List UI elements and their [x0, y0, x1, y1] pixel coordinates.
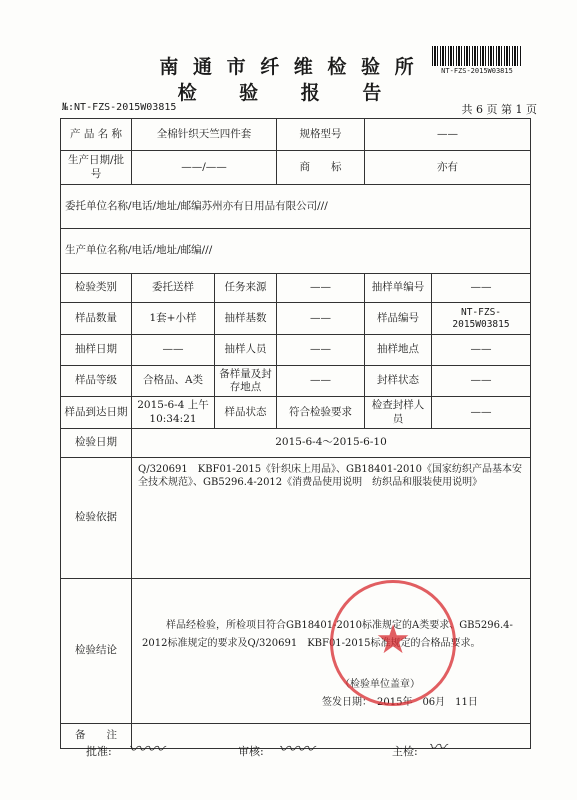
label-remarks: 备 注 — [61, 724, 132, 749]
label-test-type: 检验类别 — [61, 274, 132, 303]
value-seal-state: —— — [432, 366, 531, 397]
label-sample-state: 样品状态 — [215, 397, 277, 429]
label-grade: 样品等级 — [61, 366, 132, 397]
label-backup: 备样量及封存地点 — [215, 366, 277, 397]
value-spec: —— — [365, 119, 531, 151]
value-grade: 合格品、A类 — [132, 366, 215, 397]
tester-signature: 〰 — [428, 737, 446, 758]
value-product-name: 全棉针织天竺四件套 — [132, 119, 277, 151]
label-basis: 检验依据 — [61, 458, 132, 579]
official-stamp — [330, 580, 456, 706]
label-client: 委托单位名称/电话/地址/邮编 — [65, 199, 202, 212]
value-sampling-place: —— — [432, 335, 531, 366]
page-indicator: 共 6 页 第 1 页 — [461, 103, 537, 116]
label-sampling-no: 抽样单编号 — [365, 274, 432, 303]
stamp-star-icon: ★ — [375, 617, 411, 663]
value-checker: —— — [432, 397, 531, 429]
label-spec: 规格型号 — [277, 119, 365, 151]
label-sample-no: 样品编号 — [365, 303, 432, 335]
value-brand: 亦有 — [365, 151, 531, 185]
value-client: 苏州亦有日用品有限公司/// — [201, 199, 328, 212]
reviewer-signature: 〰〰 — [278, 739, 314, 760]
value-backup: —— — [277, 366, 365, 397]
value-sampling-date: —— — [132, 335, 215, 366]
approver-label: 批准: — [86, 745, 112, 758]
barcode-text: NT-FZS-2015W03815 — [441, 67, 513, 75]
label-arrival-date: 样品到达日期 — [61, 397, 132, 429]
value-test-type: 委托送样 — [132, 274, 215, 303]
label-sample-qty: 样品数量 — [61, 303, 132, 335]
label-sampling-place: 抽样地点 — [365, 335, 432, 366]
value-sampling-no: —— — [432, 274, 531, 303]
approver-signature: 〰〰 — [128, 739, 164, 760]
value-basis: Q/320691 KBF01-2015《针织床上用品》、GB18401-2010《国家纺织产品基本安全技术规范》、GB5296.4-2012《消费品使用说明 纺织品和服装使用说明》 — [132, 458, 531, 579]
value-sampler: —— — [277, 335, 365, 366]
reviewer-label: 审核: — [238, 745, 264, 758]
barcode — [432, 46, 522, 66]
label-product-name: 产 品 名 称 — [61, 119, 132, 151]
label-sampling-base: 抽样基数 — [215, 303, 277, 335]
label-seal-state: 封样状态 — [365, 366, 432, 397]
label-checker: 检查封样人员 — [365, 397, 432, 429]
report-title: 南 通 市 纤 维 检 验 所 — [159, 56, 418, 78]
value-conclusion: 样品经检验，所检项目符合GB18401-2010标准规定的A类要求、GB5296.4-2012标准规定的要求及Q/320691 KBF01-2015标准规定的合格品要求。 — [142, 620, 513, 649]
client-info — [61, 185, 531, 229]
value-sample-no: NT-FZS-2015W03815 — [432, 303, 531, 335]
value-task-source: —— — [277, 274, 365, 303]
label-brand: 商 标 — [277, 151, 365, 185]
label-sampling-date: 抽样日期 — [61, 335, 132, 366]
value-sampling-base: —— — [277, 303, 365, 335]
label-test-date: 检验日期 — [61, 429, 132, 458]
label-production-date: 生产日期/批号 — [61, 151, 132, 185]
value-sample-state: 符合检验要求 — [277, 397, 365, 429]
value-remarks — [132, 724, 531, 749]
value-sample-qty: 1套+小样 — [132, 303, 215, 335]
value-producer: /// — [201, 244, 213, 257]
report-subtitle: 检 验 报 告 — [177, 82, 400, 104]
label-producer: 生产单位名称/电话/地址/邮编 — [65, 244, 202, 257]
report-table — [60, 118, 531, 749]
label-task-source: 任务来源 — [215, 274, 277, 303]
label-sampler: 抽样人员 — [215, 335, 277, 366]
producer-info — [61, 229, 531, 274]
conclusion-unit: （检验单位盖章） — [340, 679, 420, 690]
value-test-date: 2015-6-4～2015-6-10 — [132, 429, 531, 458]
tester-label: 主检: — [392, 745, 418, 758]
label-conclusion: 检验结论 — [61, 579, 132, 724]
conclusion-date: 签发日期： 2015年 06月 11日 — [322, 697, 478, 708]
value-production-date: ——/—— — [132, 151, 277, 185]
report-number: №:NT-FZS-2015W03815 — [62, 102, 177, 113]
value-arrival-date: 2015-6-4 上午 10:34:21 — [132, 397, 215, 429]
